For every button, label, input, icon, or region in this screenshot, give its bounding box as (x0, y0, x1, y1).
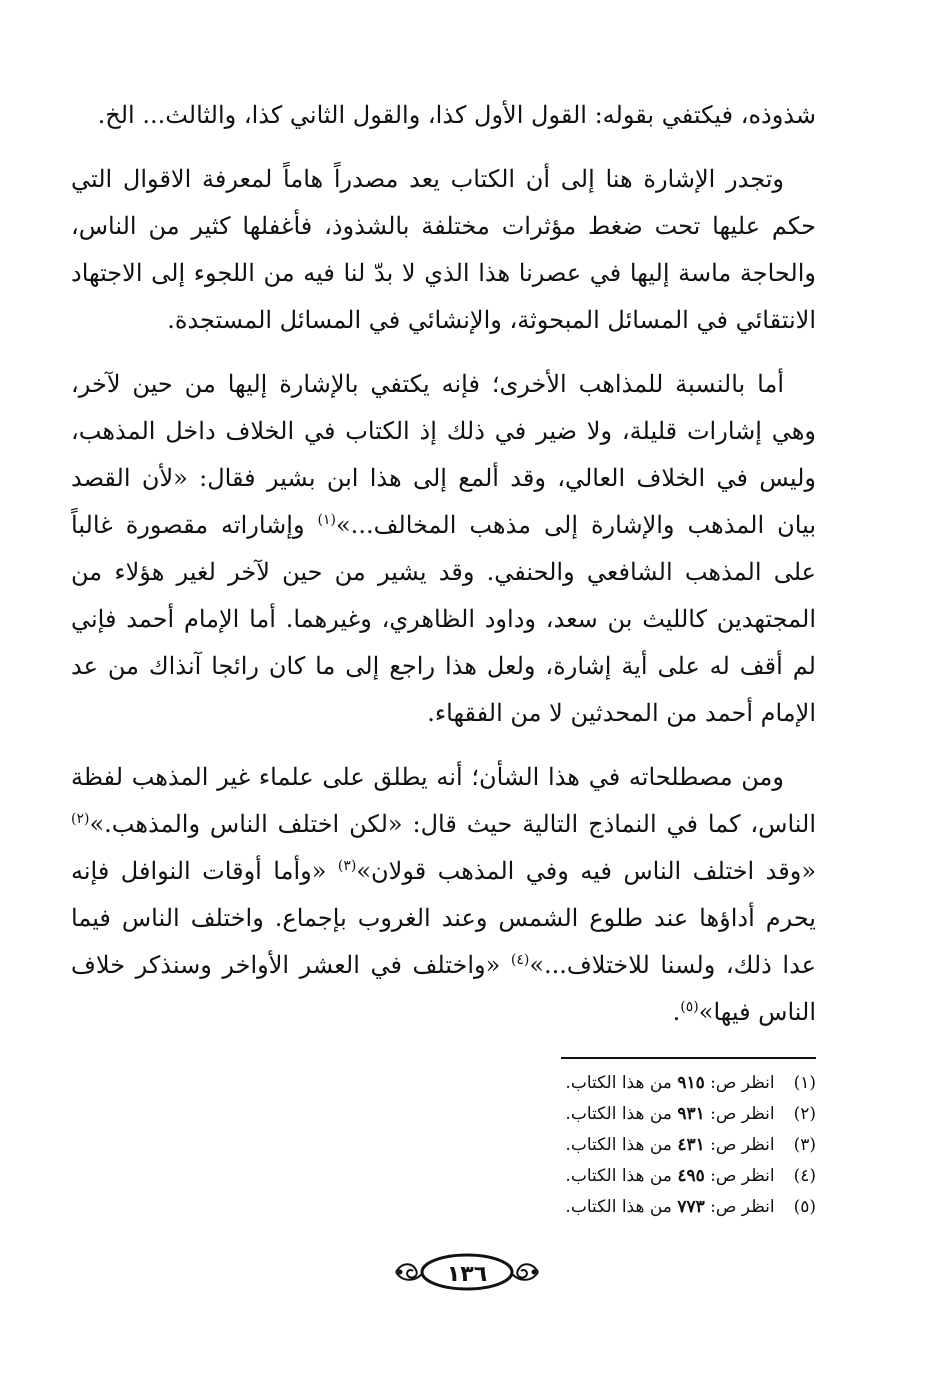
footnote-label: انظر ص: (710, 1073, 775, 1093)
footnote-reference[interactable]: (٥) (680, 999, 699, 1015)
footnote-reference[interactable]: (٤) (510, 952, 530, 968)
paragraph: وتجدر الإشارة هنا إلى أن الكتاب يعد مصدراً هاماً لمعرفة الاقوال التي حكم عليها تحت ضغط مؤثرات مختلفة بالشذوذ، فأغفلها كثير من الناس، والحاجة ماسة إليها في عصرنا هذا الذي لا بدّ لنا فيه من اللجوء إلى الاجتهاد الانتقائي في المسائل المبحوثة، والإنشائي في المسائل المستجدة. (71, 165, 816, 334)
paragraph-text: «وقد اختلف الناس فيه وفي المذهب قولان» (356, 857, 816, 885)
footnote-reference[interactable]: (٣) (337, 858, 357, 874)
footnote-item (396, 1130, 816, 1161)
footnote-page-ref: ٧٧٣ (677, 1197, 705, 1217)
footnote-number: (٣) (793, 1135, 816, 1155)
footnote-text: من هذا الكتاب. (565, 1197, 672, 1217)
footnotes-list (396, 1068, 816, 1223)
footnote-page-ref: ٤٣١ (677, 1135, 705, 1155)
footnote-item (396, 1099, 816, 1130)
paragraph-text: «وأما أوقات النوافل فإنه يحرم أداؤها عند طلوع الشمس وعند الغروب بإجماع. واختلف الناس فيما عدا ذلك، ولسنا للاختلاف...» (71, 857, 816, 979)
paragraph-text: ومن مصطلحاته في هذا الشأن؛ أنه يطلق على علماء غير المذهب لفظة الناس، كما في النماذج التالية حيث قال: «لكن اختلف الناس والمذهب.» (71, 763, 816, 838)
footnote-divider (561, 1057, 816, 1059)
footnote-text: من هذا الكتاب. (565, 1166, 672, 1186)
footnote-number: (٤) (793, 1166, 816, 1186)
footnote-number: (٢) (793, 1104, 816, 1124)
footnote-page-ref: ٤٩٥ (677, 1166, 705, 1186)
footnote-item (396, 1161, 816, 1192)
page-number: ١٣٦ (446, 1262, 488, 1287)
ornament-frame-icon (392, 1250, 542, 1294)
footnote-reference[interactable]: (١) (317, 512, 336, 528)
page-number-ornament (0, 1250, 934, 1298)
paragraph-text: . (672, 998, 681, 1026)
footnote-label: انظر ص: (710, 1104, 775, 1124)
footnote-text: من هذا الكتاب. (565, 1104, 672, 1124)
paragraph-text: «واختلف في العشر الأواخر وسنذكر خلاف الناس فيها» (71, 951, 816, 1026)
footnote-text: من هذا الكتاب. (565, 1073, 672, 1093)
footnote-reference[interactable]: (٢) (71, 811, 90, 827)
main-text (71, 92, 816, 1036)
footnote-number: (١) (793, 1073, 816, 1093)
paragraph (71, 754, 816, 1036)
paragraph (71, 361, 816, 737)
footnote-text: من هذا الكتاب. (565, 1135, 672, 1155)
footnote-item (396, 1068, 816, 1099)
paragraph-text: أما بالنسبة للمذاهب الأخرى؛ فإنه يكتفي بالإشارة إليها من حين لآخر، وهي إشارات قليلة، ولا ضير في ذلك إذ الكتاب في الخلاف داخل المذهب، وليس في الخلاف العالي، وقد ألمع إلى هذا ابن بشير فقال: «لأن القصد بيان المذهب والإشارة إلى مذهب المخالف...» (71, 370, 816, 539)
footnote-page-ref: ٩١٥ (677, 1073, 705, 1093)
footnote-label: انظر ص: (710, 1135, 775, 1155)
footnote-number: (٥) (793, 1197, 816, 1217)
paragraph: شذوذه، فيكتفي بقوله: القول الأول كذا، والقول الثاني كذا، والثالث... الخ. (97, 101, 816, 129)
footnote-item (396, 1192, 816, 1223)
footnote-page-ref: ٩٣١ (677, 1104, 705, 1124)
paragraph-text: وإشاراته مقصورة غالباً على المذهب الشافعي والحنفي. وقد يشير من حين لآخر لغير هؤلاء من المجتهدين كالليث بن سعد، وداود الظاهري، وغيرهما. أما الإمام أحمد فإني لم أقف له على أية إشارة، ولعل هذا راجع إلى ما كان رائجا آنذاك من عد الإمام أحمد من المحدثين لا من الفقهاء. (71, 511, 816, 727)
footnote-label: انظر ص: (710, 1166, 775, 1186)
footnote-label: انظر ص: (710, 1197, 775, 1217)
